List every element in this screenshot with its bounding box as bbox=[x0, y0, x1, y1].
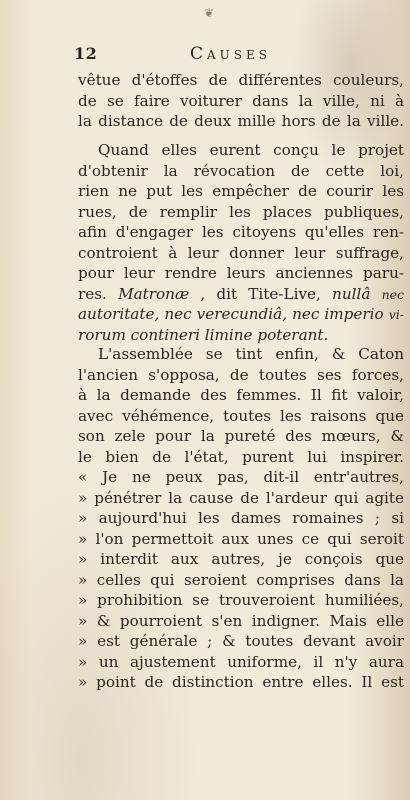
text-line: » l'on permettoit aux unes ce qui seroit bbox=[78, 529, 404, 548]
text-line: » aujourd'hui les dames romaines ; si bbox=[78, 509, 404, 527]
text-line: vêtue d'étoffes de différentes couleurs, bbox=[78, 71, 404, 89]
printer-ornament: ❦ bbox=[204, 6, 215, 20]
text-line-livy-quote: rorum contineri limine poterant. bbox=[78, 325, 329, 344]
text-line: de se faire voiturer dans la ville, ni à bbox=[78, 91, 404, 110]
text-line: » interdit aux autres, je conçois que bbox=[78, 550, 404, 568]
page-header bbox=[72, 44, 392, 66]
text-line: » & pourroient s'en indigner. Mais elle bbox=[78, 611, 404, 630]
text-line: » un ajustement uniforme, il n'y aura bbox=[78, 652, 404, 671]
paragraph-continuation bbox=[78, 70, 404, 132]
page-number: 12 bbox=[74, 44, 98, 63]
text-line: « Je ne peux pas, dit-il entr'autres, bbox=[78, 468, 404, 486]
text-line-livy-quote bbox=[78, 304, 404, 325]
text-line: le bien de l'état, purent lui inspirer. bbox=[78, 447, 404, 466]
text-line: » pénétrer la cause de l'ardeur qui agite bbox=[78, 488, 404, 507]
text-line-livy-quote bbox=[78, 284, 404, 305]
text-line: » prohibition se trouveroient humiliées, bbox=[78, 591, 404, 609]
text-line: d'obtenir la révocation de cette loi, bbox=[78, 161, 404, 180]
text-line: avec véhémence, toutes les raisons que bbox=[78, 406, 404, 425]
text-line: » est générale ; & toutes devant avoir bbox=[78, 632, 404, 650]
text-italic: autoritate, nec verecundiâ, nec imperio bbox=[78, 305, 384, 323]
text-line: la distance de deux mille hors de la ville. bbox=[78, 112, 404, 130]
text-line: pour leur rendre leurs anciennes paru- bbox=[78, 264, 404, 282]
text-line: rien ne put les empêcher de courir les bbox=[78, 182, 404, 200]
text-line: » point de distinction entre elles. Il est bbox=[78, 673, 404, 691]
text-roman: res. bbox=[78, 284, 107, 303]
text-line: l'ancien s'opposa, de toutes ses forces, bbox=[78, 365, 404, 384]
text-line: L'assemblée se tint enfin, & Caton bbox=[98, 345, 404, 363]
text-roman: , dit Tite-Live, bbox=[200, 284, 321, 303]
paragraph-cato bbox=[78, 344, 404, 693]
text-line: rues, de remplir les places publiques, bbox=[78, 202, 404, 221]
text-line: controient à leur donner leur suffrage, bbox=[78, 243, 404, 262]
text-italic-small: nec bbox=[381, 286, 404, 302]
text-line: Quand elles eurent conçu le projet bbox=[98, 141, 404, 159]
text-italic: Matronæ bbox=[118, 284, 190, 303]
text-line: » celles qui seroient comprises dans la bbox=[78, 570, 404, 589]
text-line: à la demande des femmes. Il fit valoir, bbox=[78, 386, 404, 404]
text-line: afin d'engager les citoyens qu'elles ren- bbox=[78, 223, 404, 241]
paragraph-revocation bbox=[78, 140, 404, 345]
text-italic-small: vi- bbox=[388, 307, 404, 322]
running-head: Causes bbox=[190, 44, 271, 64]
text-line: son zele pour la pureté des mœurs, & bbox=[78, 427, 404, 445]
text-italic: nullâ bbox=[332, 284, 371, 303]
